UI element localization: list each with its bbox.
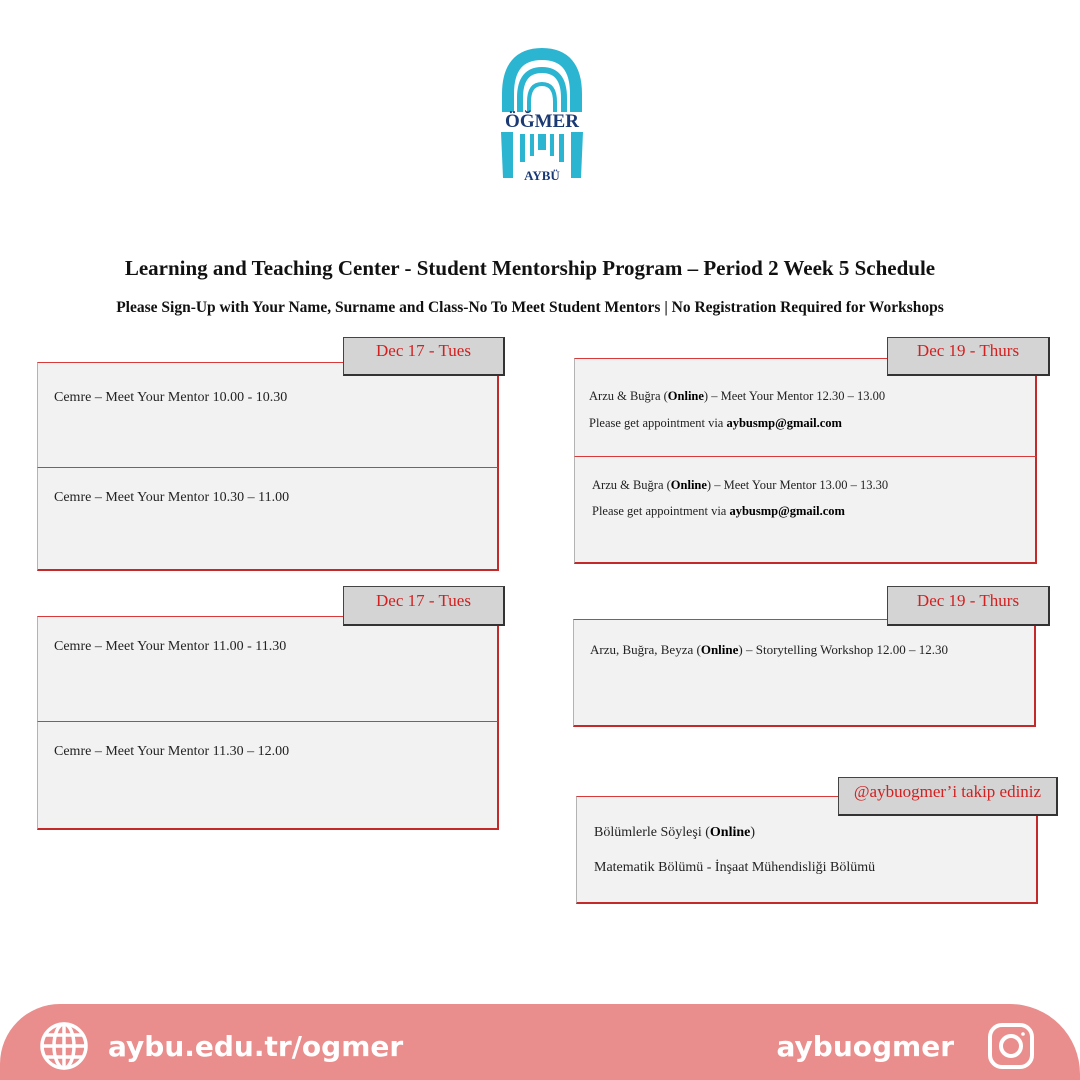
schedule-cell — [37, 467, 499, 571]
page-subtitle: Please Sign-Up with Your Name, Surname and Class-No To Meet Student Mentors | No Registration Required for Workshops — [116, 299, 944, 316]
schedule-cell — [573, 619, 1036, 727]
website-link[interactable]: aybu.edu.tr/ogmer — [108, 1030, 404, 1063]
date-tag: Dec 19 - Thurs — [887, 586, 1050, 626]
schedule-cell — [574, 456, 1037, 564]
schedule-entry: Arzu & Buğra (Online) – Meet Your Mentor 13.00 – 13.30 — [592, 478, 889, 492]
date-tag: Dec 19 - Thurs — [887, 337, 1050, 376]
schedule-entry: Cemre – Meet Your Mentor 11.00 - 11.30 — [54, 639, 287, 654]
departments-line: Matematik Bölümü - İnşaat Mühendisliği Bölümü — [594, 860, 876, 875]
globe-icon[interactable] — [39, 1021, 89, 1071]
instagram-icon[interactable] — [986, 1021, 1036, 1071]
logo-name: ÖĞMER — [496, 112, 588, 132]
schedule-entry: Cemre – Meet Your Mentor 10.00 - 10.30 — [54, 390, 288, 405]
schedule-entry: Cemre – Meet Your Mentor 11.30 – 12.00 — [54, 744, 290, 759]
schedule-cell — [37, 616, 499, 723]
appointment-note: Please get appointment via aybusmp@gmail.com — [592, 504, 845, 518]
schedule-entry: Cemre – Meet Your Mentor 10.30 – 11.00 — [54, 490, 290, 505]
schedule-entry: Arzu, Buğra, Beyza (Online) – Storytelling Workshop 12.00 – 12.30 — [590, 642, 949, 657]
date-tag: Dec 17 - Tues — [343, 586, 505, 626]
ogmer-logo — [496, 48, 588, 186]
date-tag: Dec 17 - Tues — [343, 337, 505, 376]
email-address: aybusmp@gmail.com — [726, 416, 842, 430]
schedule-cell — [37, 721, 499, 830]
page-title: Learning and Teaching Center - Student Mentorship Program – Period 2 Week 5 Schedule — [124, 256, 936, 280]
schedule-cell — [37, 362, 499, 469]
logo-sub: AYBÜ — [516, 168, 568, 183]
appointment-note: Please get appointment via aybusmp@gmail.com — [589, 416, 842, 430]
talk-title: Bölümlerle Söyleşi (Online) — [594, 825, 756, 840]
follow-tag: @aybuogmer’i takip ediniz — [838, 777, 1058, 816]
instagram-handle[interactable]: aybuogmer — [776, 1030, 954, 1063]
email-address: aybusmp@gmail.com — [729, 504, 845, 518]
schedule-entry: Arzu & Buğra (Online) – Meet Your Mentor 12.30 – 13.00 — [589, 389, 886, 403]
